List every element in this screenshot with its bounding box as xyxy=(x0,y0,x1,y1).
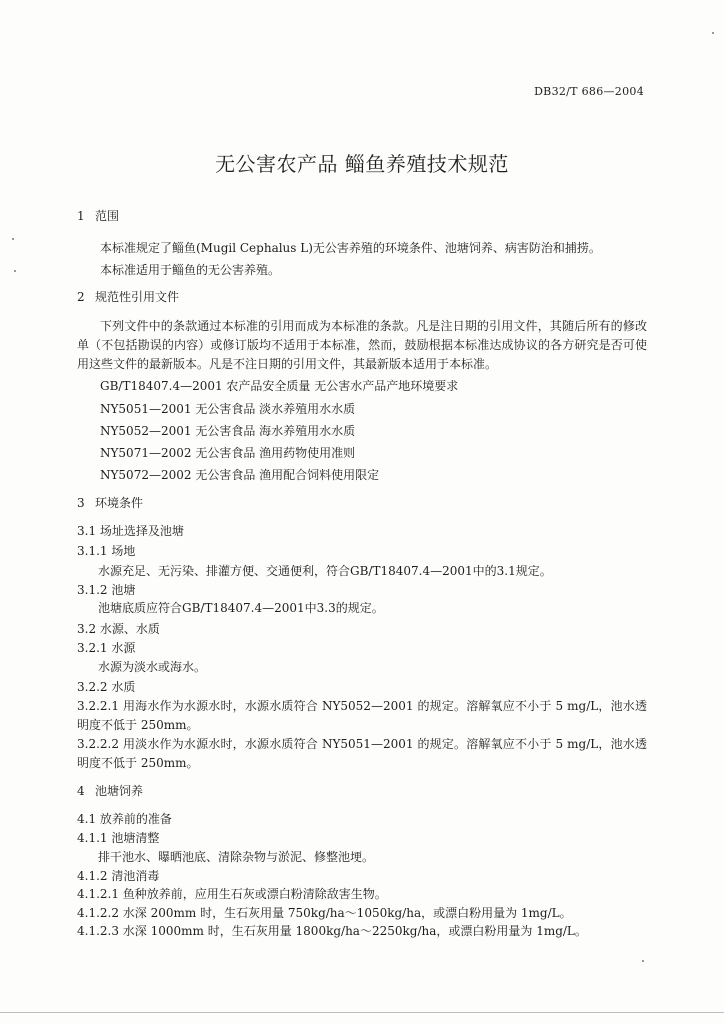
clause-text: 池塘底质应符合GB/T18407.4—2001中3.3的规定。 xyxy=(98,601,384,615)
subsection-heading: 3.1.1 场地 xyxy=(77,544,136,558)
section-number: 1 xyxy=(77,209,85,223)
reference-item: NY5051—2001 无公害食品 淡水养殖用水水质 xyxy=(100,402,356,416)
section-4-heading xyxy=(77,783,143,799)
section-2-heading xyxy=(77,289,179,305)
clause-text: 4.1.2.2 水深 200mm 时，生石灰用量 750kg/ha～1050kg/ha，或漂白粉用量为 1mg/L。 xyxy=(77,906,572,920)
reference-item: NY5052—2001 无公害食品 海水养殖用水水质 xyxy=(100,424,356,438)
page-title: 无公害农产品 鲻鱼养殖技术规范 xyxy=(215,152,509,176)
section-number: 2 xyxy=(77,290,85,304)
section-1-heading xyxy=(77,208,119,224)
normative-references-paragraph: 下列文件中的条款通过本标准的引用而成为本标准的条款。凡是注日期的引用文件，其随后所有的修改单（不包括勘误的内容）或修订版均不适用于本标准，然而，鼓励根据本标准达成协议的各方研究是否可使用这些文件的最新版本。凡是不注日期的引用文件，其最新版本适用于本标准。 xyxy=(77,319,647,371)
scan-speck xyxy=(12,238,14,240)
subsection-heading: 4.1 放养前的准备 xyxy=(77,812,172,826)
scan-speck xyxy=(642,960,644,962)
clause-text: 3.2.2.2 用淡水作为水源水时，水源水质符合 NY5051—2001 的规定。溶解氧应不小于 5 mg/L，池水透明度不低于 250mm。 xyxy=(77,737,647,770)
section-title: 池塘饲养 xyxy=(95,784,144,798)
section-number: 4 xyxy=(77,784,85,798)
subsection-heading: 4.1.1 池塘清整 xyxy=(77,831,160,845)
section-3-heading xyxy=(77,495,143,511)
section-title: 范围 xyxy=(95,209,120,223)
reference-item: NY5072—2002 无公害食品 渔用配合饲料使用限定 xyxy=(100,468,380,482)
clause-text: 4.1.2.1 鱼种放养前，应用生石灰或漂白粉清除敌害生物。 xyxy=(77,887,387,901)
scan-speck xyxy=(712,32,714,34)
subsection-heading: 4.1.2 清池消毒 xyxy=(77,869,160,883)
subsection-heading: 3.2 水源、水质 xyxy=(77,622,160,636)
scan-edge-line xyxy=(0,1012,724,1013)
standard-code: DB32/T 686—2004 xyxy=(534,85,644,98)
clause-text: 排干池水、曝晒池底、清除杂物与淤泥、修整池埂。 xyxy=(98,850,375,864)
subsection-heading: 3.1 场址选择及池塘 xyxy=(77,524,184,538)
clause-text: 3.2.2.1 用海水作为水源水时，水源水质符合 NY5052—2001 的规定。溶解氧应不小于 5 mg/L，池水透明度不低于 250mm。 xyxy=(77,699,647,732)
reference-item: NY5071—2002 无公害食品 渔用药物使用准则 xyxy=(100,446,356,460)
reference-item: GB/T18407.4—2001 农产品安全质量 无公害水产品产地环境要求 xyxy=(100,379,459,393)
subsection-heading: 3.2.2 水质 xyxy=(77,680,136,694)
scope-paragraph-1: 本标准规定了鲻鱼(Mugil Cephalus L)无公害养殖的环境条件、池塘饲养、病害防治和捕捞。 xyxy=(100,241,601,255)
scope-paragraph-2: 本标准适用于鲻鱼的无公害养殖。 xyxy=(100,263,281,277)
section-title: 环境条件 xyxy=(95,496,144,510)
section-number: 3 xyxy=(77,496,85,510)
subsection-heading: 3.1.2 池塘 xyxy=(77,583,136,597)
subsection-heading: 3.2.1 水源 xyxy=(77,641,136,655)
clause-text: 4.1.2.3 水深 1000mm 时，生石灰用量 1800kg/ha～2250kg/ha，或漂白粉用量为 1mg/L。 xyxy=(77,924,587,938)
clause-text: 水源为淡水或海水。 xyxy=(98,660,207,674)
clause-text: 水源充足、无污染、排灌方便、交通便利，符合GB/T18407.4—2001中的3.1规定。 xyxy=(98,564,552,578)
scan-speck xyxy=(14,270,16,272)
section-title: 规范性引用文件 xyxy=(95,290,180,304)
